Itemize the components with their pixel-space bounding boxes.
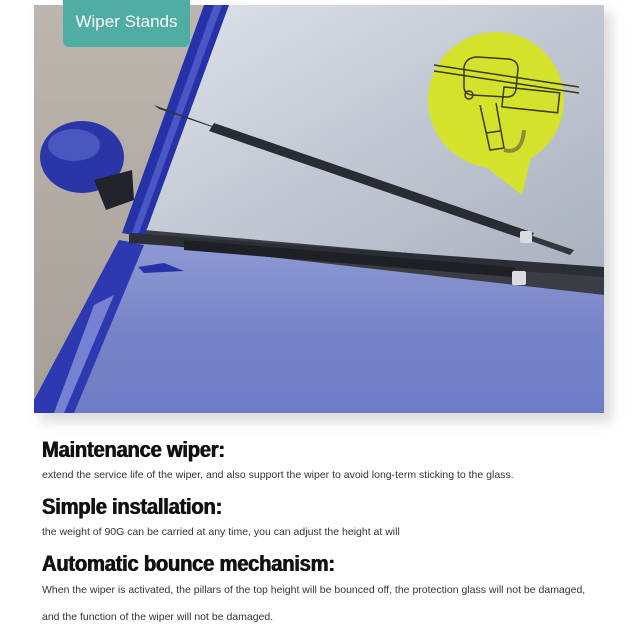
feature-title: Maintenance wiper: xyxy=(42,437,225,462)
feature-title: Simple installation: xyxy=(42,494,223,519)
feature-bounce-mechanism xyxy=(42,551,585,631)
category-tag: Wiper Stands xyxy=(63,0,190,47)
feature-title: Automatic bounce mechanism: xyxy=(42,551,335,576)
feature-description-line-2: and the function of the wiper will not be damaged. xyxy=(42,611,274,623)
feature-installation xyxy=(42,494,400,546)
feature-maintenance xyxy=(42,437,514,489)
feature-description: the weight of 90G can be carried at any time, you can adjust the height at will xyxy=(42,526,400,538)
feature-description: extend the service life of the wiper, and also support the wiper to avoid long-term sticking to the glass. xyxy=(42,469,514,481)
product-photo xyxy=(34,5,604,413)
feature-description-line-1: When the wiper is activated, the pillars of the top height will be bounced off, the protection glass will not be damaged, xyxy=(42,584,586,596)
